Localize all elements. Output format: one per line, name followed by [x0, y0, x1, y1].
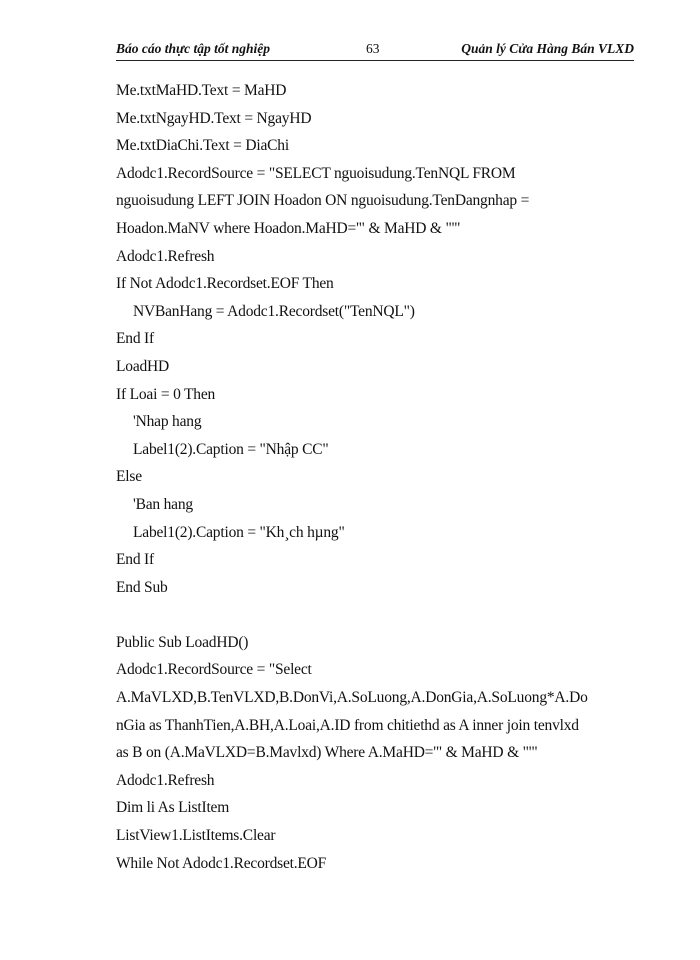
- header-report-title: Báo cáo thực tập tốt nghiệp: [116, 41, 270, 56]
- code-line: ListView1.ListItems.Clear: [116, 827, 276, 845]
- code-line: Label1(2).Caption = "Nhập CC": [133, 440, 329, 458]
- code-line: Adodc1.Refresh: [116, 247, 215, 265]
- code-line: LoadHD: [116, 357, 170, 375]
- page-number: 63: [366, 41, 380, 56]
- header-project-title: Quản lý Cửa Hàng Bán VLXD: [461, 41, 634, 56]
- code-line: Me.txtDiaChi.Text = DiaChi: [116, 137, 289, 155]
- code-line: Dim li As ListItem: [116, 799, 230, 817]
- code-line: Adodc1.RecordSource = "Select: [116, 661, 312, 679]
- page-header: [116, 40, 634, 61]
- code-line: If Loai = 0 Then: [116, 385, 216, 403]
- code-line: A.MaVLXD,B.TenVLXD,B.DonVi,A.SoLuong,A.DonGia,A.SoLuong*A.Do: [116, 689, 588, 707]
- code-line: NVBanHang = Adodc1.Recordset("TenNQL"): [133, 302, 415, 320]
- blank-line: [116, 604, 636, 632]
- code-line: nGia as ThanhTien,A.BH,A.Loai,A.ID from chitiethd as A inner join tenvlxd: [116, 716, 579, 734]
- code-listing: [116, 80, 636, 880]
- code-line: If Not Adodc1.Recordset.EOF Then: [116, 275, 334, 293]
- code-line: Me.txtMaHD.Text = MaHD: [116, 82, 287, 99]
- code-line: Adodc1.RecordSource = "SELECT nguoisudung.TenNQL FROM: [116, 164, 516, 182]
- code-comment: 'Nhap hang: [133, 413, 202, 431]
- code-line: nguoisudung LEFT JOIN Hoadon ON nguoisudung.TenDangnhap =: [116, 192, 530, 210]
- code-line: Else: [116, 468, 142, 486]
- code-line: End Sub: [116, 578, 168, 596]
- code-line: Label1(2).Caption = "Kh¸ch hµng": [133, 523, 345, 541]
- code-line: Me.txtNgayHD.Text = NgayHD: [116, 109, 312, 127]
- code-line: Hoadon.MaNV where Hoadon.MaHD='" & MaHD & "'": [116, 219, 461, 237]
- code-line: Public Sub LoadHD(): [116, 633, 249, 651]
- code-line: While Not Adodc1.Recordset.EOF: [116, 854, 327, 872]
- code-line: as B on (A.MaVLXD=B.Mavlxd) Where A.MaHD='" & MaHD & "'": [116, 744, 538, 762]
- code-line: End If: [116, 551, 154, 569]
- code-line: Adodc1.Refresh: [116, 771, 215, 789]
- code-line: End If: [116, 330, 154, 348]
- code-comment: 'Ban hang: [133, 495, 193, 513]
